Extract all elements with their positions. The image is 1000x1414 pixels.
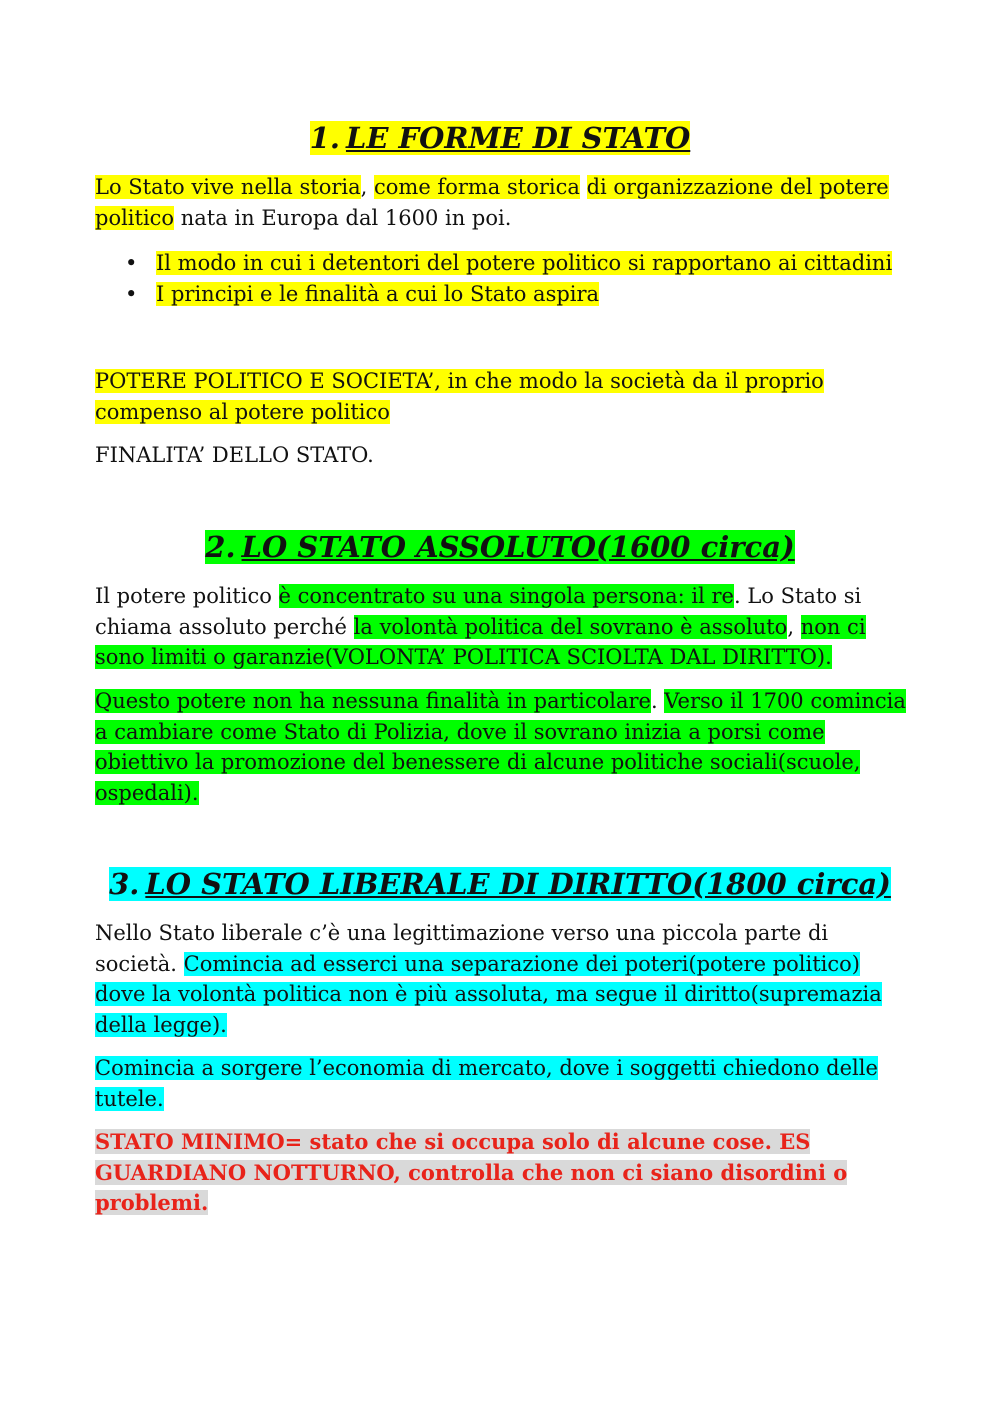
text-run: . Lo Stato si chiama assoluto perché <box>95 584 862 639</box>
section1-paragraph-2 <box>95 366 915 427</box>
text-run: nata in Europa dal 1600 in poi. <box>174 205 512 230</box>
list-item-text: Il modo in cui i detentori del potere politico si rapportano ai cittadini <box>156 251 893 275</box>
section1-paragraph-3: FINALITA’ DELLO STATO. <box>95 443 374 467</box>
text-run: Questo potere non ha nessuna finalità in particolare <box>95 689 651 713</box>
text-run: STATO MINIMO= stato che si occupa solo di alcune cose. ES GUARDIANO NOTTURNO, controlla che non ci siano disordini o problemi. <box>95 1129 848 1215</box>
list-item <box>125 279 925 310</box>
section2-paragraph-1 <box>95 581 915 673</box>
text-run: la volontà politica del sovrano è assoluto <box>353 614 788 639</box>
text-run: Nello Stato liberale c’è una legittimazione verso una piccola parte di società. <box>95 921 829 976</box>
text-run: Lo Stato vive nella storia <box>95 175 361 199</box>
text-run: non ci sono limiti o garanzie(VOLONTA’ POLITICA SCIOLTA DAL DIRITTO). <box>95 614 866 669</box>
section3-paragraph-2 <box>95 1053 915 1114</box>
section2-heading-highlight <box>205 530 794 564</box>
text-run: Il potere politico <box>95 584 279 608</box>
text-run: POTERE POLITICO E SOCIETA’, in che modo la società da il proprio compenso al potere politico <box>95 369 824 424</box>
section2-paragraph-2 <box>95 686 915 808</box>
text-run <box>580 175 587 199</box>
section1-title: LE FORME DI STATO <box>345 121 691 155</box>
section3-number: 3. <box>109 867 140 901</box>
text-run: è concentrato su una singola persona: il re <box>278 584 734 608</box>
section3-heading-highlight <box>109 867 891 901</box>
section2-title: LO STATO ASSOLUTO(1600 circa) <box>241 530 795 564</box>
list-item <box>125 248 925 279</box>
text-run: come forma storica <box>374 175 580 199</box>
section1-number: 1. <box>309 121 340 155</box>
section1-heading <box>0 118 1000 158</box>
section1-heading-highlight <box>310 121 691 155</box>
bullet-icon: • <box>125 282 138 306</box>
section2-heading <box>0 527 1000 567</box>
section1-bullet-list <box>125 248 925 310</box>
text-run: , <box>787 614 801 639</box>
section1-paragraph-1 <box>95 172 915 233</box>
text-run: . <box>650 689 665 713</box>
section3-title: LO STATO LIBERALE DI DIRITTO(1800 circa) <box>145 867 891 901</box>
text-run: , <box>360 175 374 199</box>
text-run: di organizzazione del potere politico <box>95 175 889 230</box>
list-item-text: I principi e le finalità a cui lo Stato aspira <box>156 282 600 306</box>
section3-paragraph-3 <box>95 1127 915 1219</box>
section3-paragraph-1 <box>95 918 915 1040</box>
bullet-icon: • <box>125 251 138 275</box>
text-run: Verso il 1700 comincia a cambiare come Stato di Polizia, dove il sovrano inizia a porsi come obiettivo la promozione del benessere di alcune politiche sociali(scuole, ospedali). <box>95 689 906 805</box>
text-run: Comincia a sorgere l’economia di mercato, dove i soggetti chiedono delle tutele. <box>95 1056 878 1111</box>
section3-heading <box>0 864 1000 904</box>
section2-number: 2. <box>205 530 236 564</box>
text-run: Comincia ad esserci una separazione dei poteri(potere politico) dove la volontà politica non è più assoluta, ma segue il diritto(supremazia della legge). <box>95 951 882 1037</box>
